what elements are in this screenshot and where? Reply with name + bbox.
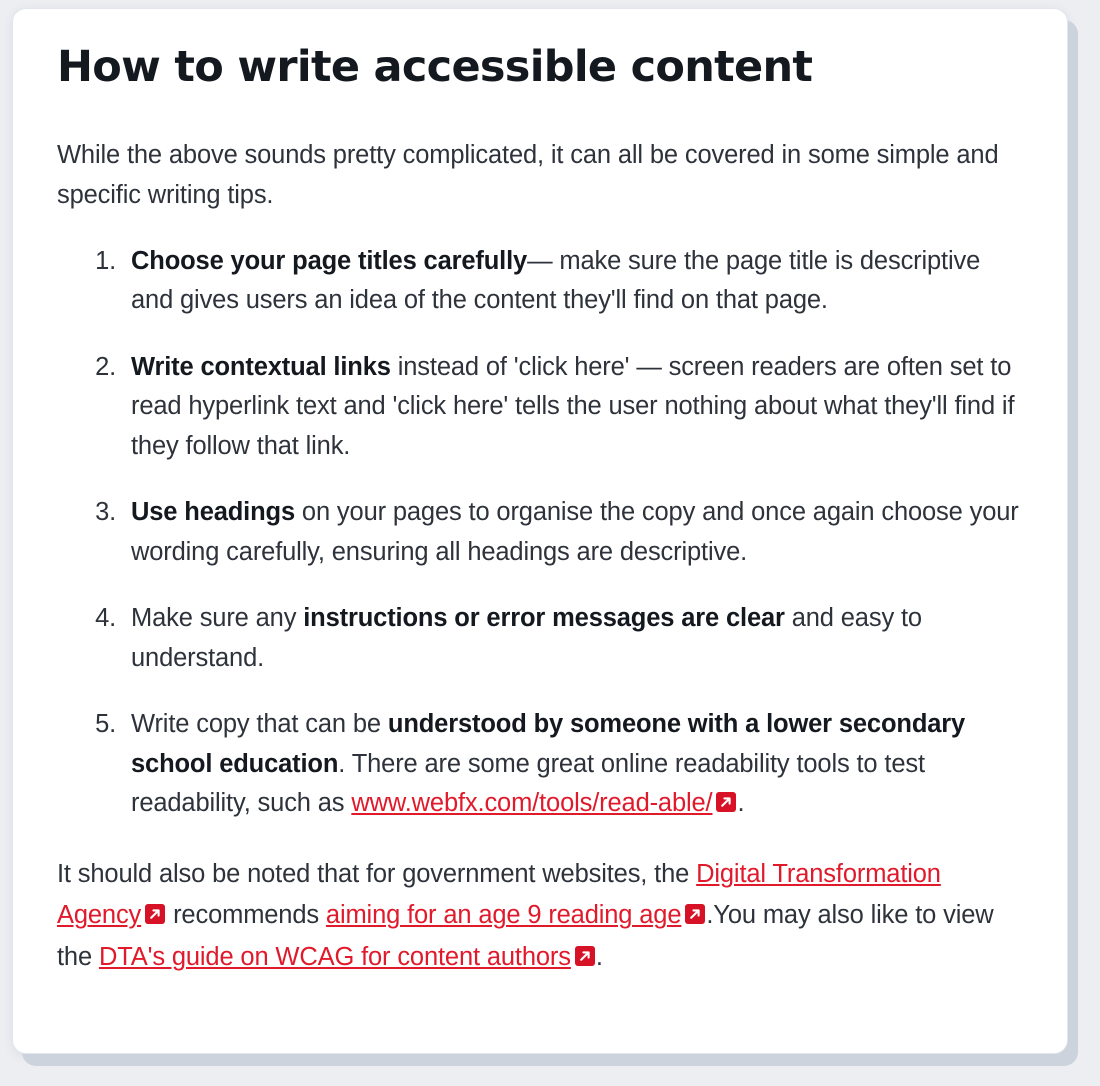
outro-paragraph <box>57 854 1023 978</box>
wcag-guide-link[interactable]: DTA's guide on WCAG for content authors <box>98 942 571 971</box>
tip-4-lead: Make sure any <box>131 604 304 633</box>
outro-segment-4: . <box>595 942 603 971</box>
external-link-icon[interactable] <box>145 904 165 924</box>
content-card <box>12 8 1068 1054</box>
external-link-icon[interactable] <box>685 904 705 924</box>
tip-5-lead: Write copy that can be <box>131 710 388 739</box>
tip-5-text: . There are some great online readability tools to test readability, such as <box>131 749 925 818</box>
dta-link[interactable]: Digital Transformation Agency <box>57 859 941 930</box>
list-item <box>123 599 1023 678</box>
outro-segment-3: .You may also like to view the <box>57 901 994 971</box>
tip-3-text: on your pages to organise the copy and once again choose your wording carefully, ensuring all headings are descriptive. <box>131 498 1019 566</box>
list-item <box>123 348 1023 467</box>
list-item <box>123 705 1023 824</box>
tip-5-bold: understood by someone with a lower secondary school education <box>131 710 966 778</box>
outro-segment-1: It should also be noted that for government websites, the <box>57 859 697 888</box>
external-link-icon[interactable] <box>575 946 595 966</box>
tip-2-bold: Write contextual links <box>131 352 391 381</box>
page-title: How to write accessible content <box>57 42 813 92</box>
tip-1-text: — make sure the page title is descriptive and gives users an idea of the content they'll find on that page. <box>131 246 981 315</box>
reading-age-link[interactable]: aiming for an age 9 reading age <box>325 901 682 930</box>
intro-paragraph: While the above sounds pretty complicated, it can all be covered in some simple and specific writing tips. <box>57 141 999 210</box>
tip-2-text: instead of 'click here' — screen readers are often set to read hyperlink text and 'click here' tells the user nothing about what they'll find if they follow that link. <box>131 352 1015 460</box>
tip-5-tail: . <box>737 789 745 818</box>
list-item <box>123 493 1023 572</box>
writing-tips-list <box>57 242 1023 824</box>
external-link-icon[interactable] <box>716 792 736 812</box>
tip-4-bold: instructions or error messages are clear <box>303 604 785 633</box>
outro-segment-2: recommends <box>166 901 326 930</box>
list-item <box>123 242 1023 321</box>
tip-3-bold: Use headings <box>131 498 295 527</box>
tip-1-bold: Choose your page titles carefully <box>131 246 528 275</box>
readability-tool-link[interactable]: www.webfx.com/tools/read-able/ <box>351 789 713 818</box>
tip-4-text: and easy to understand. <box>131 604 922 672</box>
